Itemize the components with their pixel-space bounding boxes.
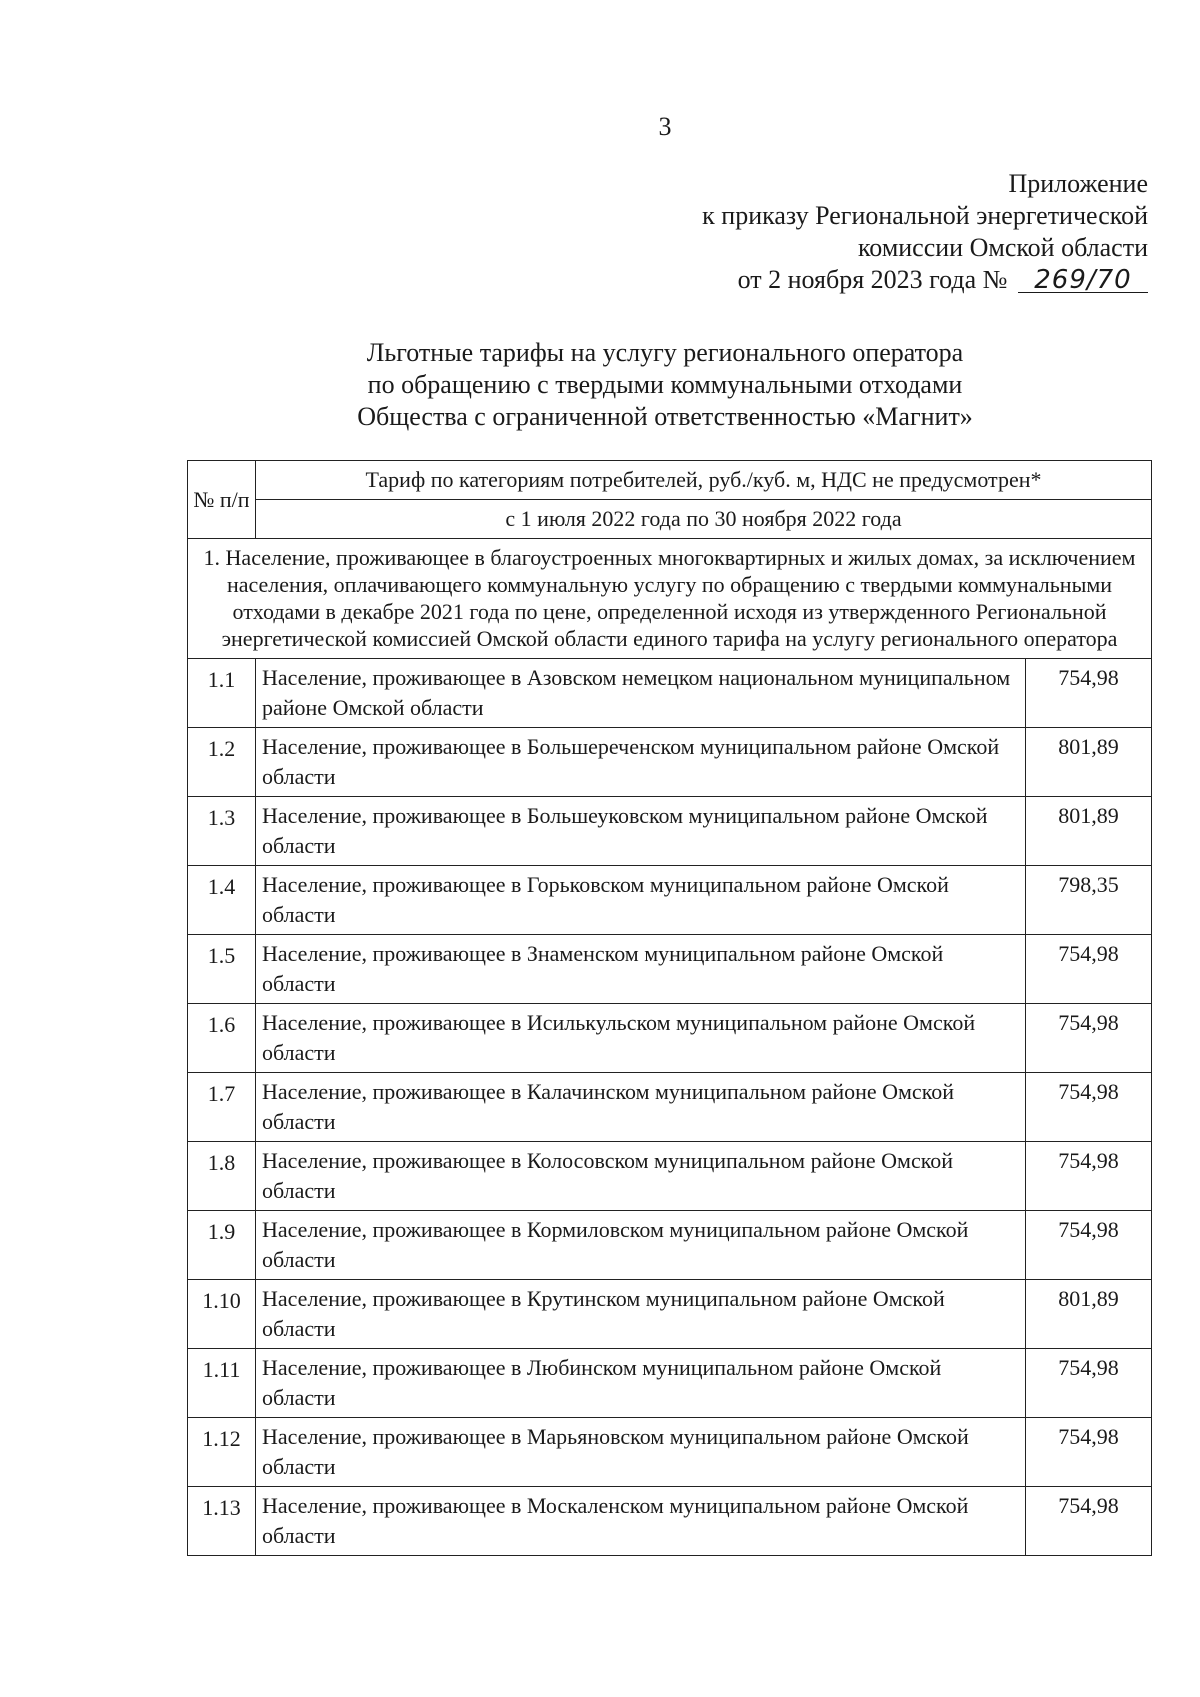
row-description: Население, проживающее в Большереченском муниципальном районе Омской области [256,728,1026,797]
row-number: 1.11 [188,1349,256,1418]
row-number: 1.3 [188,797,256,866]
table-row [188,1142,1152,1211]
row-description: Население, проживающее в Колосовском муниципальном районе Омской области [256,1142,1026,1211]
row-tariff-value: 754,98 [1026,659,1152,728]
row-tariff-value: 754,98 [1026,1211,1152,1280]
row-tariff-value: 754,98 [1026,1349,1152,1418]
row-tariff-value: 801,89 [1026,1280,1152,1349]
section-1-heading: 1. Население, проживающее в благоустроенных многоквартирных и жилых домах, за исключением населения, оплачивающего коммунальную услугу по обращению с твердыми коммунальными отходами в декабре 2021 года по цене, определенной исходя из утвержденного Региональной энергетической комиссией Омской области единого тарифа на услугу регионального оператора [188,539,1152,659]
table-row [188,1004,1152,1073]
row-description: Население, проживающее в Кормиловском муниципальном районе Омской области [256,1211,1026,1280]
row-number: 1.1 [188,659,256,728]
table-row [188,935,1152,1004]
tariffs-table-body [188,461,1152,1556]
appendix-line-3: комиссии Омской области [858,233,1148,262]
row-description: Население, проживающее в Исилькульском муниципальном районе Омской области [256,1004,1026,1073]
row-description: Население, проживающее в Азовском немецком национальном муниципальном районе Омской области [256,659,1026,728]
title-line-1: Льготные тарифы на услугу регионального оператора [366,338,964,367]
row-description: Население, проживающее в Марьяновском муниципальном районе Омской области [256,1418,1026,1487]
row-number: 1.12 [188,1418,256,1487]
table-row [188,1418,1152,1487]
row-description: Население, проживающее в Москаленском муниципальном районе Омской области [256,1487,1026,1556]
table-section-row [188,539,1152,659]
row-number: 1.5 [188,935,256,1004]
appendix-date-text: от 2 ноября 2023 года № [737,265,1008,294]
header-period: с 1 июля 2022 года по 30 ноября 2022 года [256,500,1152,539]
row-tariff-value: 754,98 [1026,1073,1152,1142]
row-tariff-value: 801,89 [1026,728,1152,797]
header-number: № п/п [188,461,256,539]
row-number: 1.9 [188,1211,256,1280]
row-number: 1.8 [188,1142,256,1211]
row-description: Население, проживающее в Знаменском муниципальном районе Омской области [256,935,1026,1004]
row-tariff-value: 754,98 [1026,1418,1152,1487]
title-line-2: по обращению с твердыми коммунальными отходами [367,370,963,399]
row-description: Население, проживающее в Горьковском муниципальном районе Омской области [256,866,1026,935]
table-row [188,1073,1152,1142]
table-header-row [188,461,1152,500]
row-tariff-value: 754,98 [1026,1142,1152,1211]
document-title [0,337,1200,433]
row-tariff-value: 798,35 [1026,866,1152,935]
row-description: Население, проживающее в Калачинском муниципальном районе Омской области [256,1073,1026,1142]
table-row [188,866,1152,935]
header-tariff: Тариф по категориям потребителей, руб./куб. м, НДС не предусмотрен* [256,461,1152,500]
row-tariff-value: 801,89 [1026,797,1152,866]
tariffs-table [187,460,1152,1556]
table-row [188,659,1152,728]
row-tariff-value: 754,98 [1026,935,1152,1004]
appendix-block [702,168,1148,296]
appendix-line-2: к приказу Региональной энергетической [702,201,1148,230]
table-row [188,1349,1152,1418]
row-number: 1.7 [188,1073,256,1142]
table-row [188,1487,1152,1556]
table-row [188,1211,1152,1280]
table-row [188,797,1152,866]
row-number: 1.10 [188,1280,256,1349]
row-number: 1.4 [188,866,256,935]
table-period-row [188,500,1152,539]
row-description: Население, проживающее в Крутинском муниципальном районе Омской области [256,1280,1026,1349]
row-description: Население, проживающее в Любинском муниципальном районе Омской области [256,1349,1026,1418]
table-row [188,1280,1152,1349]
appendix-line-1: Приложение [1008,169,1148,198]
order-number-signature: 269/70 [1018,268,1148,293]
row-number: 1.13 [188,1487,256,1556]
page-number: 3 [658,112,672,141]
row-description: Население, проживающее в Большеуковском муниципальном районе Омской области [256,797,1026,866]
table-row [188,728,1152,797]
row-number: 1.6 [188,1004,256,1073]
appendix-date-line [702,264,1148,296]
row-tariff-value: 754,98 [1026,1004,1152,1073]
row-number: 1.2 [188,728,256,797]
title-line-3: Общества с ограниченной ответственностью «Магнит» [357,402,973,431]
row-tariff-value: 754,98 [1026,1487,1152,1556]
